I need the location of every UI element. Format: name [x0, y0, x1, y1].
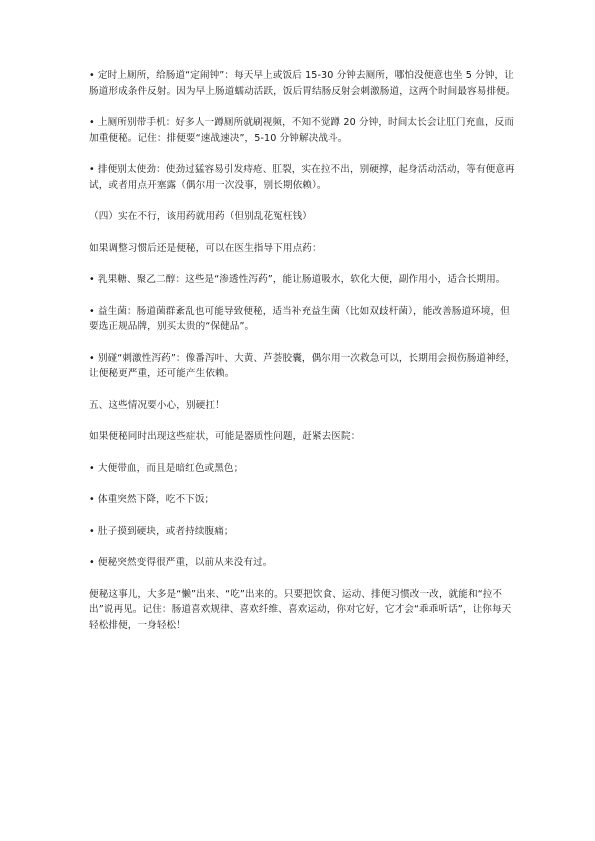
warning-bullet-blood: • 大便带血，而且是暗红色或黑色；: [89, 462, 244, 474]
habit-bullet-scheduled-toilet: • 定时上厕所，给肠道“定闹钟”：每天早上或饭后 15-30 分钟去厕所，哪怕没便意也坐 5 分钟，让肠道形成条件反射。因为早上肠道蠕动活跃，饭后胃结肠反射会刺激肠道，这两个时间最容易排便。: [89, 70, 516, 97]
warning-intro: 如果便秘同时出现这些症状，可能是器质性问题，赶紧去医院：: [89, 431, 361, 442]
section-heading-warning: 五、这些情况要小心，别硬扛！: [89, 399, 225, 411]
habit-bullet-no-phone: • 上厕所别带手机：好多人一蹲厕所就刷视频，不知不觉蹲 20 分钟，时间太长会让肛门充血，反而加重便秘。记住：排便要“速战速决”，5-10 分钟解决战斗。: [89, 117, 515, 144]
section-heading-medication: （四）实在不行，该用药就用药（但别乱花冤枉钱）: [89, 211, 312, 222]
document-page: [89, 68, 519, 633]
conclusion-paragraph: 便秘这事儿，大多是“懒”出来、“吃”出来的。只要把饮食、运动、排便习惯改一改，就能和“拉不出”说再见。记住：肠道喜欢规律、喜欢纤维、喜欢运动，你对它好，它才会“乖乖听话”，让你每天轻松排便，一身轻松！: [89, 588, 512, 631]
warning-bullet-sudden: • 便秘突然变得很严重，以前从来没有过。: [89, 557, 273, 568]
warning-bullet-lump: • 肚子摸到硬块，或者持续腹痛；: [89, 525, 234, 537]
medication-intro: 如果调整习惯后还是便秘，可以在医生指导下用点药：: [89, 242, 322, 254]
habit-bullet-no-straining: • 排便别太使劲：使劲过猛容易引发痔疮、肛裂，实在拉不出，别硬撑，起身活动活动，等有便意再试，或者用点开塞露（偶尔用一次没事，别长期依赖）。: [89, 164, 515, 191]
medication-bullet-osmotic: • 乳果糖、聚乙二醇：这些是“渗透性泻药”，能让肠道吸水，软化大便，副作用小，适合长期用。: [89, 274, 506, 285]
medication-bullet-stimulant: • 别碰“刺激性泻药”：像番泻叶、大黄、芦荟胶囊，偶尔用一次救急可以，长期用会损伤肠道神经，让便秘更严重，还可能产生依赖。: [89, 352, 516, 379]
warning-bullet-weight: • 体重突然下降，吃不下饭；: [89, 494, 215, 505]
medication-bullet-probiotics: • 益生菌：肠道菌群紊乱也可能导致便秘，适当补充益生菌（比如双歧杆菌），能改善肠道环境，但要选正规品牌，别买太贵的“保健品”。: [89, 305, 510, 332]
